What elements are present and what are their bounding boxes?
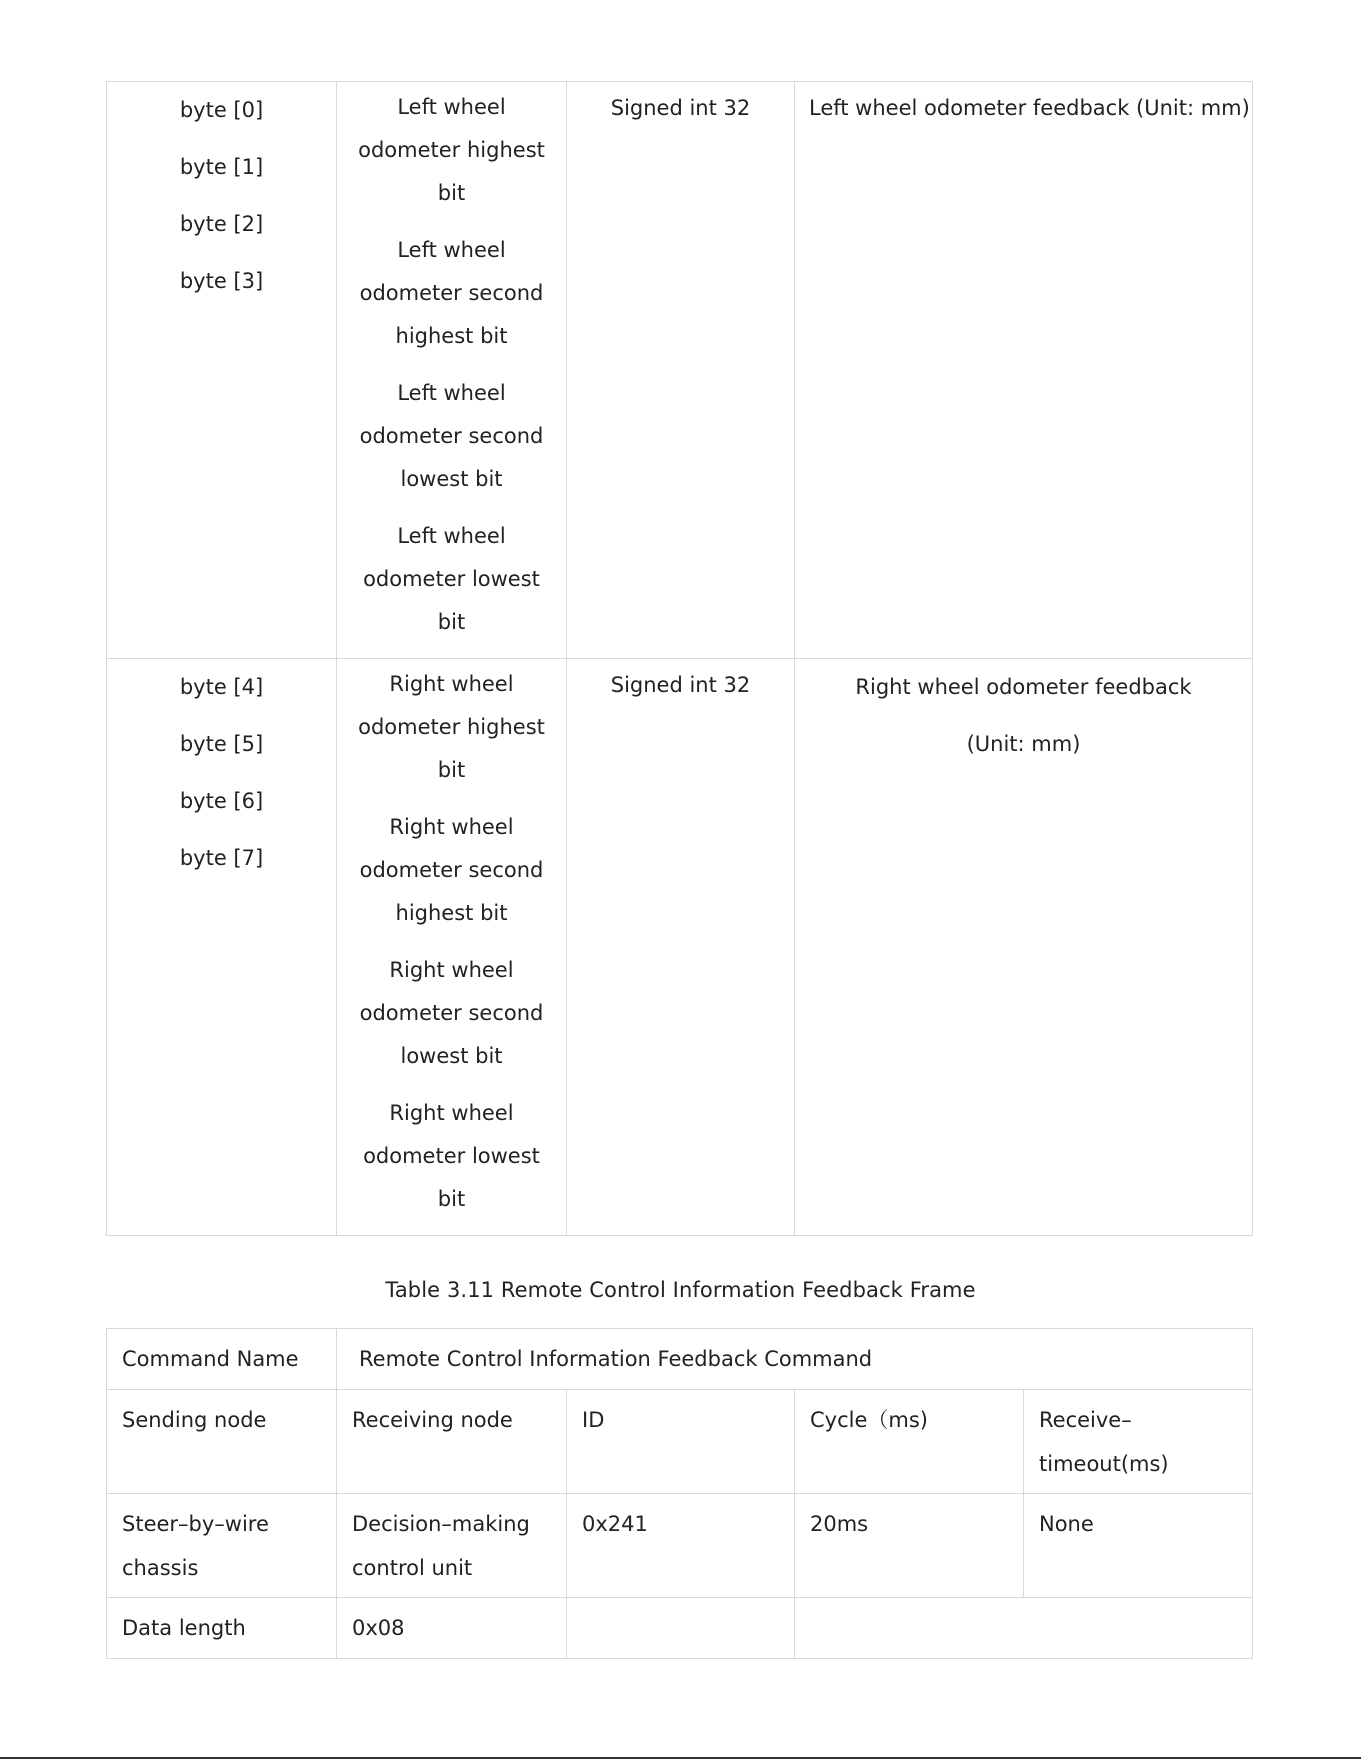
- byte-label: byte [4]: [179, 675, 264, 699]
- data-length-value: 0x08: [337, 1598, 567, 1659]
- feedback-cell: [795, 659, 1253, 1236]
- bit-text: lowest bit: [400, 467, 503, 491]
- bit-description: [351, 515, 552, 644]
- byte-index-cell: [107, 659, 337, 1236]
- data-length-label: Data length: [107, 1598, 337, 1659]
- bit-text: odometer highest: [358, 138, 545, 162]
- id-value: 0x241: [567, 1494, 795, 1598]
- bit-description: [351, 949, 552, 1078]
- meaning-cell: [337, 82, 567, 659]
- bit-description: [351, 372, 552, 501]
- table-caption: Table 3.11 Remote Control Information Feedback Frame: [385, 1278, 976, 1302]
- bit-text: bit: [437, 1187, 466, 1211]
- bit-text: Left wheel: [397, 524, 506, 548]
- bit-description: [351, 663, 552, 792]
- byte-label: byte [6]: [179, 789, 264, 813]
- meaning-cell: [337, 659, 567, 1236]
- byte-label: byte [1]: [179, 155, 264, 179]
- header-receive-timeout: Receive– timeout(ms): [1024, 1390, 1253, 1494]
- bit-text: Right wheel: [389, 958, 514, 982]
- bit-text: Right wheel: [389, 1101, 514, 1125]
- command-name-value: Remote Control Information Feedback Command: [337, 1329, 1253, 1390]
- table-row: [107, 82, 1253, 659]
- bit-text: Right wheel: [389, 815, 514, 839]
- command-table: [106, 1328, 1253, 1659]
- bit-description: [351, 806, 552, 935]
- bit-text: odometer lowest: [363, 1144, 540, 1168]
- receiving-node-value: Decision–making control unit: [337, 1494, 567, 1598]
- table-row: [107, 659, 1253, 1236]
- footer-divider: [0, 1757, 1361, 1759]
- header-id: ID: [567, 1390, 795, 1494]
- bit-description: [351, 1092, 552, 1221]
- feedback-text: Left wheel odometer feedback (Unit: mm): [809, 96, 1250, 120]
- bit-text: bit: [437, 610, 466, 634]
- byte-label: byte [5]: [179, 732, 264, 756]
- bit-text: odometer highest: [358, 715, 545, 739]
- timeout-value: None: [1024, 1494, 1253, 1598]
- bit-text: odometer second: [359, 281, 544, 305]
- header-receiving-node: Receiving node: [337, 1390, 567, 1494]
- table-row: [107, 1598, 1253, 1659]
- bit-text: highest bit: [395, 901, 508, 925]
- bit-text: odometer second: [359, 1001, 544, 1025]
- command-name-label: Command Name: [107, 1329, 337, 1390]
- odometer-table: [106, 81, 1253, 1236]
- table-row: [107, 1329, 1253, 1390]
- bit-text: bit: [437, 758, 466, 782]
- bit-text: highest bit: [395, 324, 508, 348]
- byte-label: byte [2]: [179, 212, 264, 236]
- bit-description: [351, 229, 552, 358]
- byte-index-cell: [107, 82, 337, 659]
- header-sending-node: Sending node: [107, 1390, 337, 1494]
- byte-label: byte [7]: [179, 846, 264, 870]
- bit-text: bit: [437, 181, 466, 205]
- bit-text: odometer second: [359, 424, 544, 448]
- empty-cell: [567, 1598, 795, 1659]
- feedback-cell: [795, 82, 1253, 659]
- feedback-text: Right wheel odometer feedback: [855, 675, 1192, 699]
- type-cell: Signed int 32: [567, 82, 795, 659]
- cycle-value: 20ms: [795, 1494, 1024, 1598]
- byte-label: byte [0]: [179, 98, 264, 122]
- bit-text: lowest bit: [400, 1044, 503, 1068]
- type-cell: Signed int 32: [567, 659, 795, 1236]
- sending-node-value: Steer–by–wire chassis: [107, 1494, 337, 1598]
- bit-text: Right wheel: [389, 672, 514, 696]
- table-row: [107, 1494, 1253, 1598]
- table-row: [107, 1390, 1253, 1494]
- bit-text: Left wheel: [397, 381, 506, 405]
- bit-text: Left wheel: [397, 238, 506, 262]
- feedback-text: (Unit: mm): [966, 732, 1081, 756]
- header-cycle: Cycle（ms): [795, 1390, 1024, 1494]
- bit-text: Left wheel: [397, 95, 506, 119]
- bit-text: odometer second: [359, 858, 544, 882]
- empty-cell: [795, 1598, 1253, 1659]
- bit-description: [351, 86, 552, 215]
- byte-label: byte [3]: [179, 269, 264, 293]
- bit-text: odometer lowest: [363, 567, 540, 591]
